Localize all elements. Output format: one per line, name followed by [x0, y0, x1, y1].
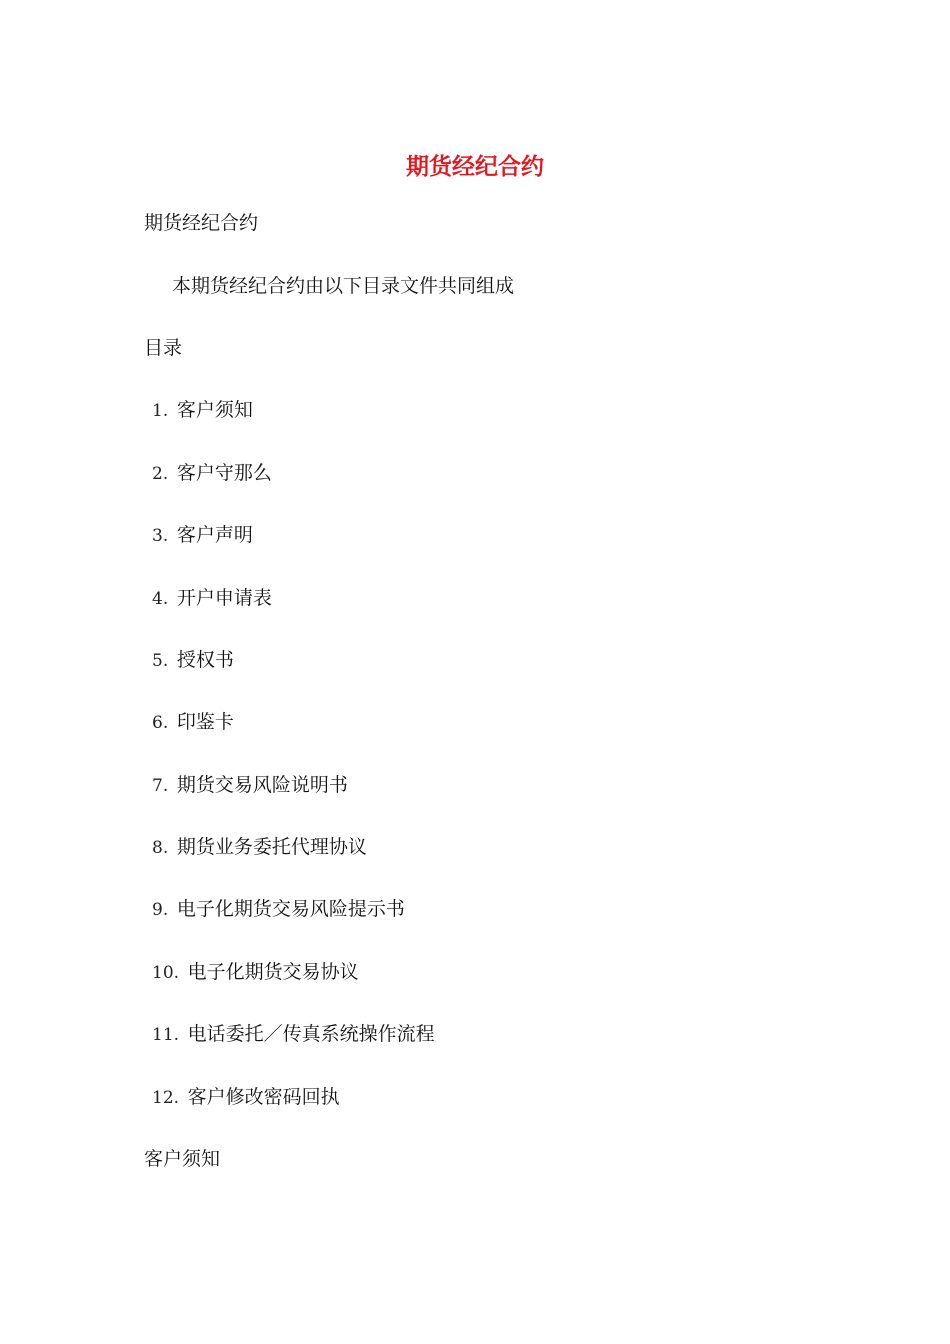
toc-item-separator: .	[162, 589, 169, 609]
toc-item-number: 8	[152, 838, 163, 858]
toc-heading: 目录	[144, 337, 183, 359]
toc-item-number: 6	[152, 713, 163, 733]
document-title: 期货经纪合约	[406, 154, 544, 180]
toc-item	[152, 1020, 435, 1049]
toc-item-separator: .	[173, 1088, 180, 1108]
toc-item-separator: .	[162, 776, 169, 796]
toc-item	[152, 771, 348, 800]
toc-item	[152, 459, 272, 488]
toc-item-number: 7	[152, 776, 163, 796]
toc-item-number: 9	[152, 900, 163, 920]
intro-paragraph: 本期货经纪合约由以下目录文件共同组成	[172, 275, 515, 297]
toc-item-label: 客户须知	[176, 399, 253, 421]
toc-item-label: 授权书	[176, 649, 234, 671]
toc-item-label: 期货业务委托代理协议	[176, 836, 367, 858]
toc-item-label: 客户声明	[176, 524, 253, 546]
toc-item-label: 客户守那么	[176, 462, 272, 484]
toc-item	[152, 584, 272, 613]
toc-item-separator: .	[162, 651, 169, 671]
toc-item-separator: .	[162, 464, 169, 484]
toc-item	[152, 833, 367, 862]
toc-item	[152, 958, 359, 987]
toc-item-label: 客户修改密码回执	[187, 1086, 340, 1108]
toc-item	[152, 646, 234, 675]
toc-item	[152, 396, 253, 425]
toc-item-separator: .	[173, 1025, 180, 1045]
toc-item-number: 5	[152, 651, 163, 671]
toc-item-separator: .	[162, 526, 169, 546]
toc-item-separator: .	[162, 401, 169, 421]
toc-item-separator: .	[173, 963, 180, 983]
toc-item-label: 开户申请表	[176, 587, 272, 609]
toc-item-label: 电子化期货交易协议	[187, 961, 359, 983]
toc-item-number: 4	[152, 589, 163, 609]
toc-item-label: 电子化期货交易风险提示书	[176, 898, 405, 920]
toc-item	[152, 708, 234, 737]
toc-item	[152, 1083, 340, 1112]
toc-item-label: 印鉴卡	[176, 711, 234, 733]
toc-item-number: 10	[152, 963, 174, 983]
toc-item-number: 1	[152, 401, 163, 421]
toc-item	[152, 521, 253, 550]
section-heading: 客户须知	[144, 1148, 221, 1170]
toc-item-number: 11	[152, 1025, 174, 1045]
toc-item-separator: .	[162, 838, 169, 858]
toc-item-number: 12	[152, 1088, 174, 1108]
toc-item-label: 电话委托／传真系统操作流程	[187, 1023, 435, 1045]
toc-item-separator: .	[162, 900, 169, 920]
toc-item-label: 期货交易风险说明书	[176, 774, 348, 796]
toc-item	[152, 895, 405, 924]
toc-item-number: 2	[152, 464, 163, 484]
toc-item-number: 3	[152, 526, 163, 546]
toc-item-separator: .	[162, 713, 169, 733]
document-subtitle: 期货经纪合约	[144, 212, 259, 234]
